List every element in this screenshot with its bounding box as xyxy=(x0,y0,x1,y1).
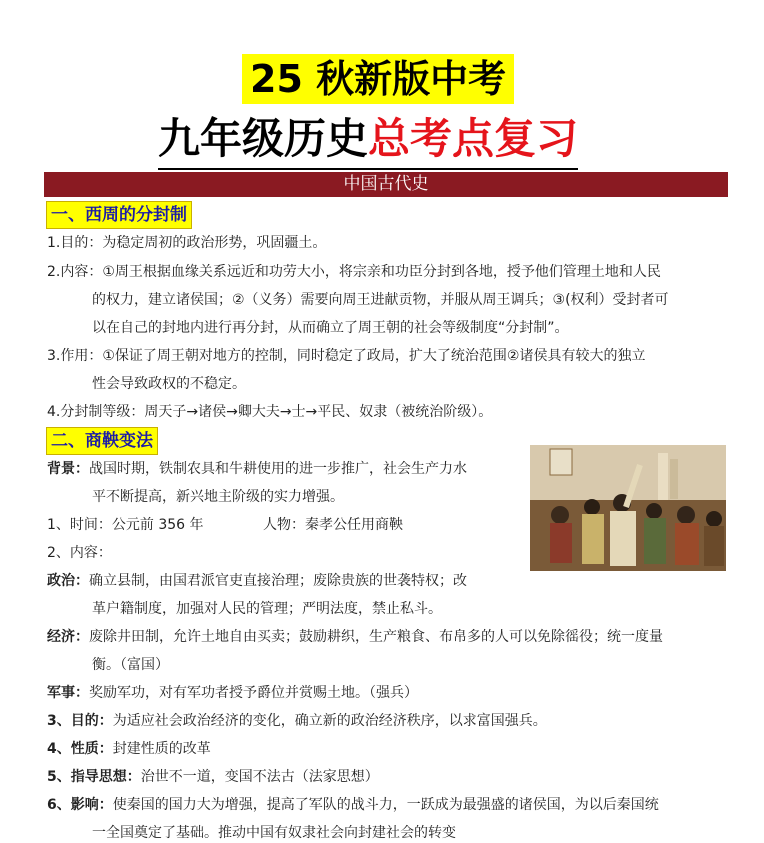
s2-content: 2、内容： xyxy=(47,545,112,561)
section-banner: 中国古代史 xyxy=(44,172,728,197)
economy-label: 经济： xyxy=(47,629,89,645)
s2-purpose xyxy=(47,711,547,731)
title-line2 xyxy=(158,112,578,170)
background-label: 背景： xyxy=(47,461,89,477)
s2-thought xyxy=(47,767,379,787)
s1-line-3: 的权力，建立诸侯国；②（义务）需要向周王进献贡物，并服从周王调兵；③(权利）受封者可 xyxy=(92,292,669,308)
politics-text: 确立县制，由国君派官吏直接治理；废除贵族的世袭特权；改 xyxy=(89,573,467,589)
politics-label: 政治： xyxy=(47,573,89,589)
military-text: 奖励军功，对有军功者授予爵位并赏赐土地。（强兵） xyxy=(89,685,418,701)
thought-label: 5、指导思想： xyxy=(47,769,141,785)
s1-line-7: 4.分封制等级：周天子→诸侯→卿大夫→士→平民、奴隶（被统治阶级）。 xyxy=(47,404,493,420)
reform-illustration xyxy=(530,445,726,571)
thought-text: 治世不一道，变国不法古（法家思想） xyxy=(140,769,379,785)
s1-line-4: 以在自己的封地内进行再分封，从而确立了周王朝的社会等级制度“分封制”。 xyxy=(92,320,569,336)
impact-text: 使秦国的国力大为增强，提高了军队的战斗力，一跃成为最强盛的诸侯国，为以后秦国统 xyxy=(112,797,659,813)
s2-background-2: 平不断提高，新兴地主阶级的实力增强。 xyxy=(92,489,344,505)
s2-impact xyxy=(47,795,659,815)
title-red-part: 总考点复习 xyxy=(368,114,579,163)
s2-time: 1、时间：公元前 356 年 xyxy=(47,517,204,533)
impact-label: 6、影响： xyxy=(47,797,113,813)
purpose-label: 3、目的： xyxy=(47,713,113,729)
economy-text: 废除井田制，允许土地自由买卖；鼓励耕织，生产粮食、布帛多的人可以免除徭役；统一度量 xyxy=(89,629,663,645)
s1-line-2: 2.内容：①周王根据血缘关系远近和功劳大小，将宗亲和功臣分封到各地，授予他们管理土地和人民 xyxy=(47,264,661,280)
s2-person: 人物：秦孝公任用商鞅 xyxy=(263,517,403,533)
s1-line-1: 1.目的：为稳定周初的政治形势，巩固疆土。 xyxy=(47,235,327,251)
title-line1: 25 秋新版中考 xyxy=(242,54,514,104)
s2-impact-2: 一全国奠定了基础。推动中国有奴隶社会向封建社会的转变 xyxy=(92,825,456,841)
purpose-text: 为适应社会政治经济的变化，确立新的政治经济秩序，以求富国强兵。 xyxy=(112,713,547,729)
nature-label: 4、性质： xyxy=(47,741,113,757)
section1-heading: 一、西周的分封制 xyxy=(46,201,192,229)
s2-nature xyxy=(47,739,211,759)
s2-politics xyxy=(47,571,467,591)
s2-economy xyxy=(47,627,663,647)
s2-politics-2: 革户籍制度，加强对人民的管理；严明法度，禁止私斗。 xyxy=(92,601,442,617)
s1-line-6: 性会导致政权的不稳定。 xyxy=(92,376,246,392)
s1-line-5: 3.作用：①保证了周王朝对地方的控制，同时稳定了政局，扩大了统治范围②诸侯具有较大的独立 xyxy=(47,348,646,364)
background-text: 战国时期，铁制农具和牛耕使用的进一步推广，社会生产力水 xyxy=(89,461,467,477)
s2-economy-2: 衡。（富国） xyxy=(92,657,169,673)
title-black-part: 九年级历史 xyxy=(158,114,369,163)
nature-text: 封建性质的改革 xyxy=(112,741,211,757)
section2-heading: 二、商鞅变法 xyxy=(46,427,158,455)
s2-military xyxy=(47,683,418,703)
s2-background xyxy=(47,459,467,479)
military-label: 军事： xyxy=(47,685,89,701)
